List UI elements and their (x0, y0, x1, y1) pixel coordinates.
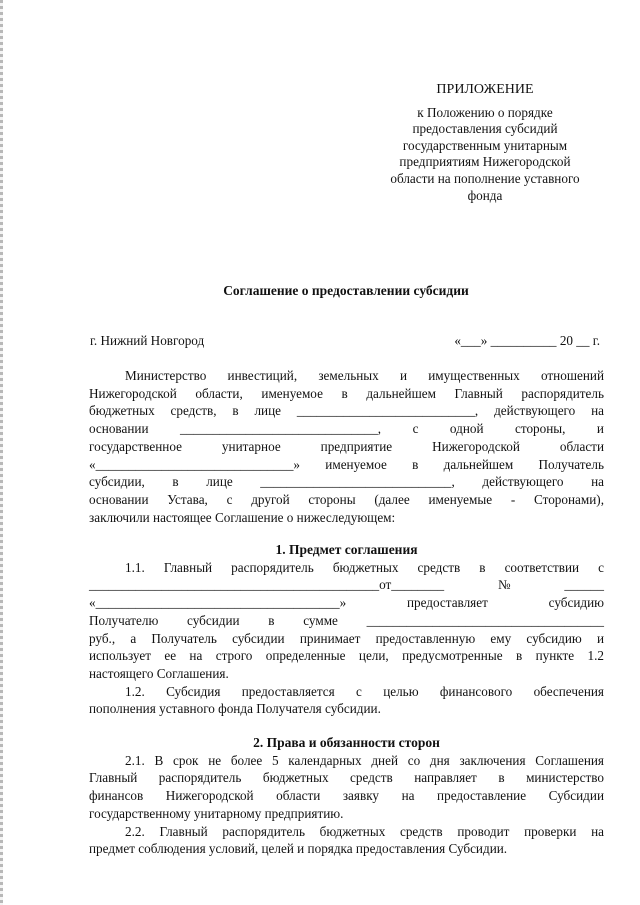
text-line: использует ее на строго определенные цели, предусмотренные в пункте 1.2 (89, 648, 604, 664)
text-line: основании ______________________________, с одной стороны, и (89, 421, 604, 437)
text-line: пополнения уставного фонда Получателя субсидии. (89, 701, 381, 717)
section-2 (89, 734, 604, 858)
place: г. Нижний Новгород (90, 333, 205, 348)
text-line: финансов Нижегородской области заявку на предоставление Субсидии (89, 788, 604, 804)
text-line: бюджетных средств, в лице ___________________________, действующего на (89, 403, 604, 419)
text-line: Министерство инвестиций, земельных и имущественных отношений (125, 368, 604, 383)
preamble (89, 367, 604, 526)
text-line: Получателю субсидии в сумме ____________________________________ (89, 612, 604, 628)
appendix-header (374, 82, 596, 204)
document-title: Соглашение о предоставлении субсидии (223, 283, 469, 298)
date-field: «___» __________ 20 __ г. (454, 333, 600, 348)
text-line: Нижегородской области, именуемое в дальнейшем Главный распорядитель (89, 385, 604, 401)
appendix-line: области на пополнение уставного (390, 170, 580, 186)
text-line: субсидии, в лице _____________________________, действующего на (89, 474, 604, 490)
text-line: ____________________________________________от________№______ (89, 577, 604, 593)
text-line: «_____________________________________» предоставляет субсидию (89, 595, 604, 611)
text-line: настоящего Соглашения. (89, 665, 229, 681)
section-heading: 2. Права и обязанности сторон (253, 735, 440, 750)
text-line: 2.2. Главный распорядитель бюджетных средств проводит проверки на (125, 823, 604, 839)
text-line: государственному унитарному предприятию. (89, 805, 344, 821)
text-line: 1.1. Главный распорядитель бюджетных средств в соответствии с (125, 559, 604, 575)
appendix-heading: ПРИЛОЖЕНИЕ (436, 82, 534, 97)
appendix-line: к Положению о порядке (417, 104, 553, 120)
scan-edge (0, 0, 3, 905)
appendix-line: государственным унитарным (402, 137, 568, 153)
appendix-line: предприятиям Нижегородской (399, 154, 571, 170)
text-line: 2.1. В срок не более 5 календарных дней со дня заключения Соглашения (125, 752, 604, 768)
text-line: заключили настоящее Соглашение о нижеследующем: (89, 509, 396, 525)
section-heading: 1. Предмет соглашения (275, 542, 418, 557)
appendix-line: фонда (467, 187, 503, 203)
text-line: предмет соблюдения условий, целей и порядка предоставления Субсидии. (89, 841, 508, 857)
text-line: основании Устава, с другой стороны (далее именуемые - Сторонами), (89, 491, 604, 507)
text-line: «______________________________» именуемое в дальнейшем Получатель (89, 456, 604, 472)
text-line: Главный распорядитель бюджетных средств направляет в министерство (89, 770, 604, 786)
place-date-row (90, 333, 600, 349)
text-line: государственное унитарное предприятие Нижегородской области (89, 438, 604, 454)
text-line: 1.2. Субсидия предоставляется с целью финансового обеспечения (125, 683, 604, 699)
appendix-line: предоставления субсидий (412, 121, 558, 137)
text-line: руб., а Получатель субсидии принимает предоставленную ему субсидию и (89, 630, 604, 646)
section-1 (89, 541, 604, 718)
